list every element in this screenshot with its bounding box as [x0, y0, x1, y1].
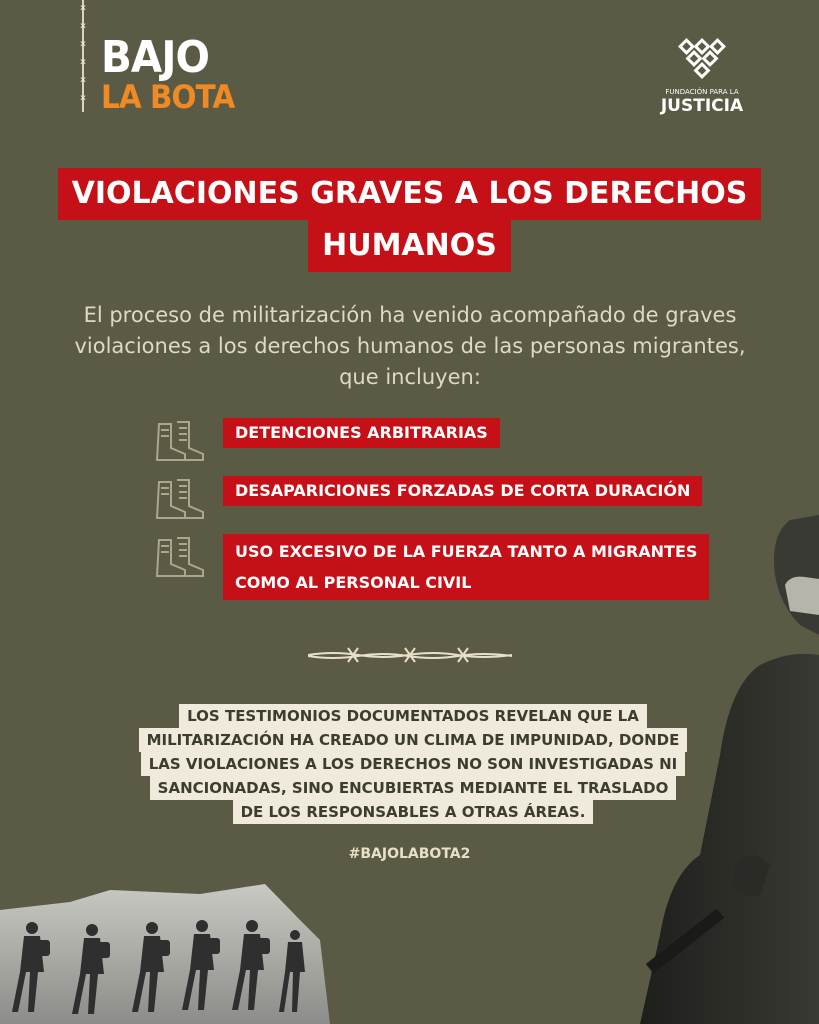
barbed-wire-vertical-icon: × × × × × × [82, 0, 84, 112]
soldier-silhouette [640, 515, 819, 1024]
item-label-line2: COMO AL PERSONAL CIVIL [235, 573, 472, 592]
foundation-name-big: JUSTICIA [660, 96, 744, 116]
brand-line1: BAJO [101, 32, 209, 83]
item-label [223, 534, 709, 600]
item-label: DETENCIONES ARBITRARIAS [223, 418, 500, 448]
foundation-logo [660, 38, 744, 115]
quote-line: LOS TESTIMONIOS DOCUMENTADOS REVELAN QUE LA [179, 704, 647, 728]
foundation-name-small: FUNDACIÓN PARA LA [665, 88, 739, 96]
list-item [155, 418, 500, 464]
item-label-line1: USO EXCESIVO DE LA FUERZA TANTO A MIGRANTES [235, 542, 698, 561]
migrants-walking-photo [0, 880, 330, 1024]
boot-icon [155, 418, 205, 464]
quote-line: DE LOS RESPONSABLES A OTRAS ÁREAS. [233, 800, 594, 824]
boot-icon [155, 534, 205, 580]
list-item [155, 534, 709, 600]
quote-line: MILITARIZACIÓN HA CREADO UN CLIMA DE IMPUNIDAD, DONDE [139, 728, 688, 752]
barbed-wire-icon [308, 645, 512, 665]
quote-line: SANCIONADAS, SINO ENCUBIERTAS MEDIANTE EL TRASLADO [150, 776, 677, 800]
brand-line2: LA BOTA [101, 78, 235, 116]
quote-block [128, 704, 698, 824]
quote-line: LAS VIOLACIONES A LOS DERECHOS NO SON INVESTIGADAS NI [141, 752, 686, 776]
page-title [0, 168, 819, 272]
title-line2: HUMANOS [308, 220, 511, 272]
foundation-logo-icon [677, 38, 727, 82]
title-line1: VIOLACIONES GRAVES A LOS DERECHOS [58, 168, 762, 220]
intro-text: El proceso de militarización ha venido acompañado de graves violaciones a los derechos humanos de las personas migrantes, que incluyen: [74, 303, 746, 389]
hashtag: #BAJOLABOTA2 [348, 846, 471, 862]
boot-icon [155, 476, 205, 522]
item-label: DESAPARICIONES FORZADAS DE CORTA DURACIÓN [223, 476, 702, 506]
list-item [155, 476, 702, 522]
brand-logo [101, 32, 246, 116]
